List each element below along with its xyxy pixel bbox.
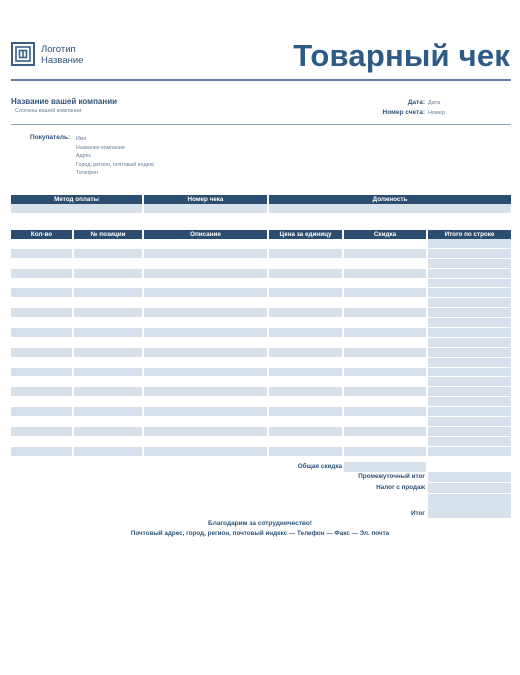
description-cell[interactable] — [144, 358, 269, 368]
item-number-cell[interactable] — [74, 348, 144, 358]
qty-cell[interactable] — [11, 279, 74, 289]
discount-cell[interactable] — [344, 269, 428, 279]
table-row — [11, 387, 511, 397]
unit-price-cell[interactable] — [269, 437, 344, 447]
line-total-cell[interactable] — [428, 269, 511, 279]
qty-cell[interactable] — [11, 288, 74, 298]
qty-cell[interactable] — [11, 387, 74, 397]
discount-cell[interactable] — [344, 328, 428, 338]
description-cell[interactable] — [144, 269, 269, 279]
item-number-cell[interactable] — [74, 427, 144, 437]
table-row — [11, 239, 511, 249]
table-row — [11, 348, 511, 358]
logo-icon — [11, 42, 35, 66]
discount-cell[interactable] — [344, 279, 428, 289]
line-total-cell[interactable] — [428, 358, 511, 368]
line-total-cell[interactable] — [428, 318, 511, 328]
discount-cell[interactable] — [344, 427, 428, 437]
unit-price-header: Цена за единицу — [269, 230, 344, 239]
subtotal-row — [11, 472, 511, 482]
discount-cell[interactable] — [344, 447, 428, 457]
unit-price-cell[interactable] — [269, 288, 344, 298]
discount-cell[interactable] — [344, 417, 428, 427]
description-cell[interactable] — [144, 279, 269, 289]
qty-cell[interactable] — [11, 407, 74, 417]
table-row — [11, 298, 511, 308]
description-cell[interactable] — [144, 318, 269, 328]
unit-price-cell[interactable] — [269, 269, 344, 279]
subtotal-value[interactable] — [428, 472, 511, 482]
date-label: Дата: — [407, 99, 425, 106]
qty-cell[interactable] — [11, 259, 74, 269]
discount-cell[interactable] — [344, 377, 428, 387]
description-cell[interactable] — [144, 447, 269, 457]
discount-header: Скидка — [344, 230, 428, 239]
item-number-cell[interactable] — [74, 318, 144, 328]
item-number-cell[interactable] — [74, 279, 144, 289]
line-total-header: Итого по строке — [428, 230, 511, 239]
unit-price-cell[interactable] — [269, 328, 344, 338]
item-number-cell[interactable] — [74, 249, 144, 259]
description-cell[interactable] — [144, 377, 269, 387]
unit-price-cell[interactable] — [269, 427, 344, 437]
line-total-cell[interactable] — [428, 298, 511, 308]
line-total-cell[interactable] — [428, 328, 511, 338]
line-total-cell[interactable] — [428, 397, 511, 407]
item-number-cell[interactable] — [74, 387, 144, 397]
unit-price-cell[interactable] — [269, 368, 344, 378]
table-row — [11, 358, 511, 368]
line-total-cell[interactable] — [428, 259, 511, 269]
line-total-cell[interactable] — [428, 377, 511, 387]
line-total-cell[interactable] — [428, 368, 511, 378]
description-cell[interactable] — [144, 259, 269, 269]
table-row — [11, 437, 511, 447]
check-number-header: Номер чека — [144, 195, 269, 204]
line-total-cell[interactable] — [428, 407, 511, 417]
description-header: Описание — [144, 230, 269, 239]
date-value: Дата — [428, 100, 441, 106]
invoice-number-value: Номер — [428, 110, 445, 116]
discount-cell[interactable] — [344, 249, 428, 259]
description-cell[interactable] — [144, 387, 269, 397]
item-number-cell[interactable] — [74, 328, 144, 338]
line-total-cell[interactable] — [428, 437, 511, 447]
discount-cell[interactable] — [344, 407, 428, 417]
items-body — [11, 239, 511, 457]
unit-price-cell[interactable] — [269, 318, 344, 328]
logo-line-1: Логотип — [41, 44, 76, 55]
line-total-cell[interactable] — [428, 239, 511, 249]
item-number-cell[interactable] — [74, 377, 144, 387]
qty-cell[interactable] — [11, 298, 74, 308]
unit-price-cell[interactable] — [269, 239, 344, 249]
line-total-cell[interactable] — [428, 427, 511, 437]
item-number-cell[interactable] — [74, 437, 144, 447]
table-row — [11, 318, 511, 328]
description-cell[interactable] — [144, 417, 269, 427]
qty-cell[interactable] — [11, 269, 74, 279]
total-discount-value[interactable] — [344, 462, 426, 472]
unit-price-cell[interactable] — [269, 397, 344, 407]
qty-cell[interactable] — [11, 397, 74, 407]
buyer-address: Адрес — [76, 153, 92, 160]
discount-cell[interactable] — [344, 368, 428, 378]
line-total-cell[interactable] — [428, 288, 511, 298]
description-cell[interactable] — [144, 407, 269, 417]
qty-cell[interactable] — [11, 447, 74, 457]
qty-cell[interactable] — [11, 328, 74, 338]
item-number-cell[interactable] — [74, 407, 144, 417]
qty-cell[interactable] — [11, 249, 74, 259]
table-row — [11, 407, 511, 417]
position-header: Должность — [269, 195, 511, 204]
company-name: Название вашей компании — [11, 97, 118, 106]
buyer-company: Название компании — [76, 144, 125, 151]
item-number-cell[interactable] — [74, 269, 144, 279]
buyer-name: Имя — [76, 136, 87, 142]
table-row — [11, 338, 511, 348]
qty-cell[interactable] — [11, 358, 74, 368]
qty-cell[interactable] — [11, 377, 74, 387]
description-cell[interactable] — [144, 397, 269, 407]
grand-total-label: Итог — [411, 510, 425, 517]
logo-text — [41, 44, 83, 66]
discount-cell[interactable] — [344, 288, 428, 298]
unit-price-cell[interactable] — [269, 259, 344, 269]
subtotal-label: Промежуточный итог — [358, 473, 425, 480]
description-cell[interactable] — [144, 338, 269, 348]
line-total-cell[interactable] — [428, 417, 511, 427]
meta-values — [428, 98, 445, 118]
company-slogan: Слоганы вашей компании — [15, 108, 82, 114]
buyer-details — [76, 135, 155, 178]
buyer-phone: Телефон — [76, 170, 98, 177]
logo-line-2: Название — [41, 55, 84, 66]
unit-price-cell[interactable] — [269, 387, 344, 397]
description-cell[interactable] — [144, 288, 269, 298]
line-total-cell[interactable] — [428, 279, 511, 289]
discount-cell[interactable] — [344, 397, 428, 407]
qty-cell[interactable] — [11, 437, 74, 447]
table-row — [11, 368, 511, 378]
qty-cell[interactable] — [11, 318, 74, 328]
discount-cell[interactable] — [344, 308, 428, 318]
payment-method-cell[interactable] — [11, 204, 144, 214]
qty-cell[interactable] — [11, 239, 74, 249]
line-total-cell[interactable] — [428, 387, 511, 397]
unit-price-cell[interactable] — [269, 358, 344, 368]
table-row — [11, 288, 511, 298]
description-cell[interactable] — [144, 249, 269, 259]
table-row — [11, 308, 511, 318]
total-discount-row — [11, 462, 511, 472]
line-total-cell[interactable] — [428, 308, 511, 318]
unit-price-cell[interactable] — [269, 298, 344, 308]
total-discount-label: Общая скидка — [297, 463, 342, 470]
grand-total-row — [11, 494, 511, 518]
discount-cell[interactable] — [344, 259, 428, 269]
unit-price-cell[interactable] — [269, 417, 344, 427]
footer-contacts: Почтовый адрес, город, регион, почтовый индекс — Телефон — Факс — Эл. почта — [130, 530, 390, 537]
table-row — [11, 249, 511, 259]
item-number-cell[interactable] — [74, 397, 144, 407]
discount-cell[interactable] — [344, 437, 428, 447]
line-total-cell[interactable] — [428, 348, 511, 358]
unit-price-cell[interactable] — [269, 249, 344, 259]
description-cell[interactable] — [144, 298, 269, 308]
description-cell[interactable] — [144, 308, 269, 318]
items-table — [11, 230, 511, 457]
item-number-cell[interactable] — [74, 447, 144, 457]
grand-total-value[interactable] — [428, 494, 511, 518]
item-number-cell[interactable] — [74, 259, 144, 269]
buyer-city: Город, регион, почтовый индекс — [76, 161, 155, 168]
item-number-cell[interactable] — [74, 288, 144, 298]
sales-tax-value[interactable] — [428, 483, 511, 493]
qty-header: Кол-во — [11, 230, 74, 239]
meta-labels — [383, 98, 426, 118]
description-cell[interactable] — [144, 328, 269, 338]
description-cell[interactable] — [144, 368, 269, 378]
thank-you-note: Благодарим за сотрудничество! — [208, 520, 312, 527]
unit-price-cell[interactable] — [269, 447, 344, 457]
table-row — [11, 397, 511, 407]
item-number-cell[interactable] — [74, 239, 144, 249]
position-cell[interactable] — [269, 204, 511, 214]
unit-price-cell[interactable] — [269, 348, 344, 358]
unit-price-cell[interactable] — [269, 377, 344, 387]
discount-cell[interactable] — [344, 239, 428, 249]
discount-cell[interactable] — [344, 387, 428, 397]
table-row — [11, 417, 511, 427]
discount-cell[interactable] — [344, 318, 428, 328]
qty-cell[interactable] — [11, 368, 74, 378]
header-divider — [11, 79, 511, 81]
discount-cell[interactable] — [344, 298, 428, 308]
check-number-cell[interactable] — [144, 204, 269, 214]
payment-table — [11, 195, 511, 214]
table-row — [11, 328, 511, 338]
qty-cell[interactable] — [11, 308, 74, 318]
qty-cell[interactable] — [11, 417, 74, 427]
table-row — [11, 377, 511, 387]
line-total-cell[interactable] — [428, 447, 511, 457]
discount-cell[interactable] — [344, 358, 428, 368]
sales-tax-label: Налог с продаж — [376, 484, 425, 491]
buyer-label: Покупатель: — [30, 134, 71, 141]
table-row — [11, 269, 511, 279]
table-row — [11, 259, 511, 269]
line-total-cell[interactable] — [428, 249, 511, 259]
item-number-cell[interactable] — [74, 417, 144, 427]
sales-tax-row — [11, 483, 511, 493]
description-cell[interactable] — [144, 437, 269, 447]
table-row — [11, 427, 511, 437]
qty-cell[interactable] — [11, 348, 74, 358]
unit-price-cell[interactable] — [269, 407, 344, 417]
line-total-cell[interactable] — [428, 338, 511, 348]
item-number-cell[interactable] — [74, 338, 144, 348]
item-number-header: № позиции — [74, 230, 144, 239]
unit-price-cell[interactable] — [269, 338, 344, 348]
section-divider — [11, 124, 511, 125]
payment-method-header: Метод оплаты — [11, 195, 144, 204]
discount-cell[interactable] — [344, 338, 428, 348]
item-number-cell[interactable] — [74, 308, 144, 318]
page-title: Товарный чек — [293, 38, 510, 73]
unit-price-cell[interactable] — [269, 308, 344, 318]
table-row — [11, 279, 511, 289]
item-number-cell[interactable] — [74, 298, 144, 308]
qty-cell[interactable] — [11, 338, 74, 348]
description-cell[interactable] — [144, 239, 269, 249]
description-cell[interactable] — [144, 348, 269, 358]
invoice-number-label: Номер счета: — [382, 109, 425, 116]
description-cell[interactable] — [144, 427, 269, 437]
qty-cell[interactable] — [11, 427, 74, 437]
table-row — [11, 447, 511, 457]
item-number-cell[interactable] — [74, 358, 144, 368]
item-number-cell[interactable] — [74, 368, 144, 378]
unit-price-cell[interactable] — [269, 279, 344, 289]
discount-cell[interactable] — [344, 348, 428, 358]
